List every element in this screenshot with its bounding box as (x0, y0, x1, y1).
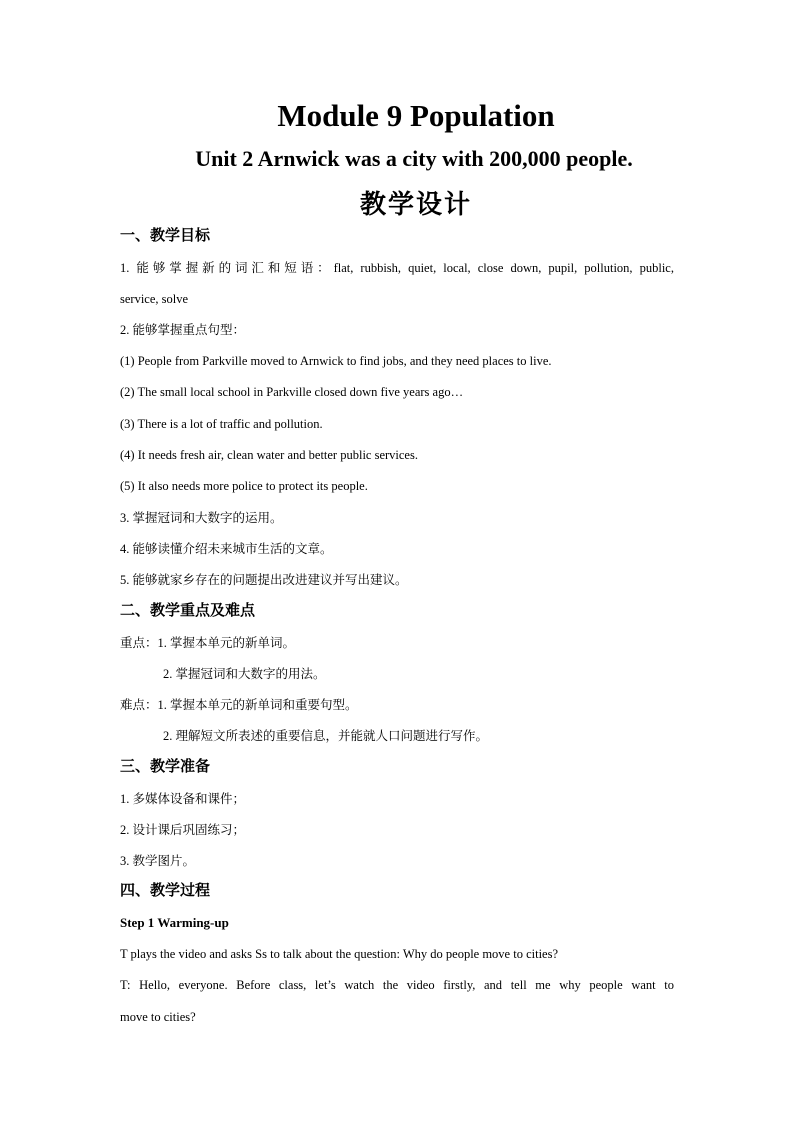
process-line-3: move to cities? (120, 1010, 196, 1024)
objective-1-line-1: 1. 能够掌握新的词汇和短语：flat, rubbish, quiet, local, close down, pupil, pollution, public, (120, 261, 674, 275)
preparation-2: 2. 设计课后巩固练习； (120, 823, 246, 837)
design-heading: 教学设计 (359, 190, 472, 219)
section-heading-process: 四、教学过程 (120, 883, 211, 899)
sentence-pattern-3: (3) There is a lot of traffic and pollution. (120, 417, 323, 431)
difficulty-2: 2. 理解短文所表述的重要信息，并能就人口问题进行写作。 (163, 729, 489, 743)
sentence-pattern-1: (1) People from Parkville moved to Arnwick to find jobs, and they need places to live. (120, 354, 552, 368)
objective-2: 2. 能够掌握重点句型： (120, 323, 246, 337)
sentence-pattern-5: (5) It also needs more police to protect its people. (120, 479, 368, 493)
objective-3: 3. 掌握冠词和大数字的运用。 (120, 511, 283, 525)
objective-4: 4. 能够读懂介绍未来城市生活的文章。 (120, 542, 333, 556)
preparation-3: 3. 教学图片。 (120, 854, 196, 868)
section-heading-objectives: 一、教学目标 (120, 228, 211, 244)
key-point-2: 2. 掌握冠词和大数字的用法。 (163, 667, 326, 681)
preparation-1: 1. 多媒体设备和课件； (120, 792, 246, 806)
step-1-heading: Step 1 Warming-up (120, 915, 229, 930)
objective-5: 5. 能够就家乡存在的问题提出改进建议并写出建议。 (120, 573, 408, 587)
sentence-pattern-2: (2) The small local school in Parkville closed down five years ago… (120, 385, 464, 399)
sentence-pattern-4: (4) It needs fresh air, clean water and better public services. (120, 448, 418, 462)
section-heading-key-points: 二、教学重点及难点 (120, 603, 256, 619)
module-title: Module 9 Population (277, 98, 555, 133)
section-heading-preparation: 三、教学准备 (120, 759, 211, 775)
process-line-1: T plays the video and asks Ss to talk about the question: Why do people move to cities? (120, 947, 559, 961)
process-line-2: T: Hello, everyone. Before class, let’s watch the video firstly, and tell me why people want to (120, 978, 674, 992)
unit-subtitle: Unit 2 Arnwick was a city with 200,000 people. (195, 146, 633, 171)
objective-1-line-2: service, solve (120, 292, 189, 306)
difficulty-1: 难点：1. 掌握本单元的新单词和重要句型。 (120, 698, 358, 712)
key-point-1: 重点：1. 掌握本单元的新单词。 (120, 636, 296, 650)
